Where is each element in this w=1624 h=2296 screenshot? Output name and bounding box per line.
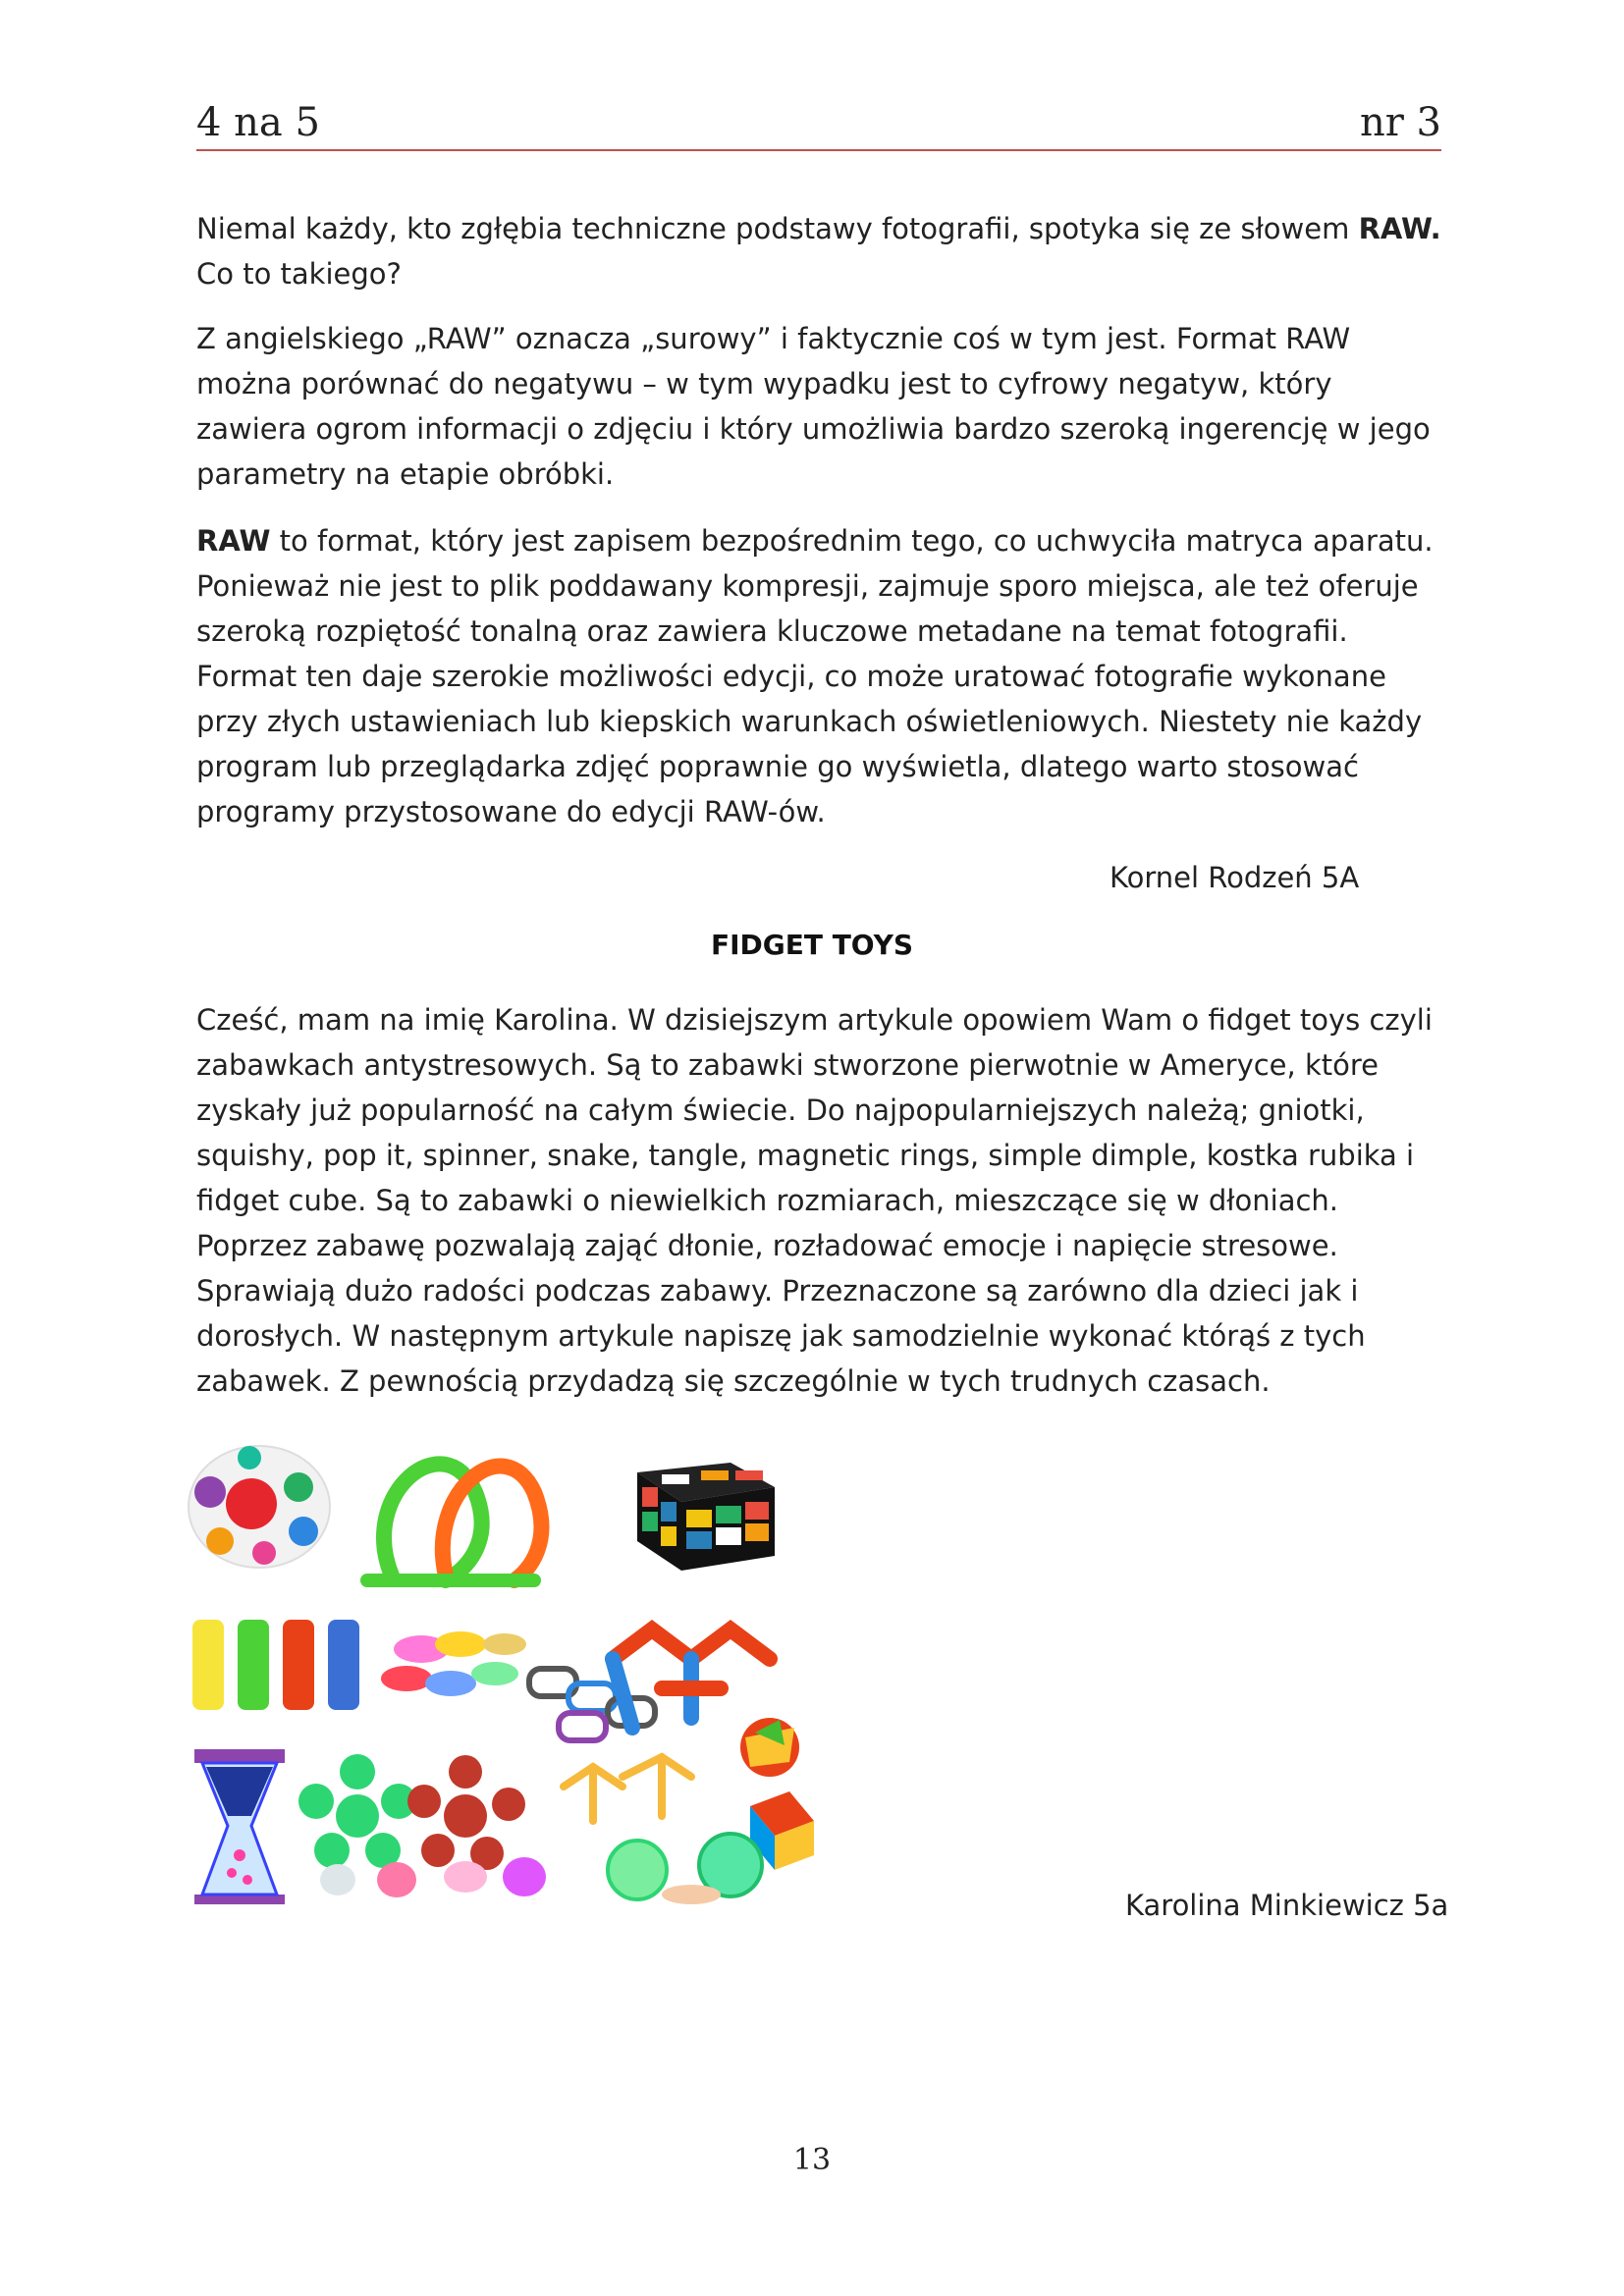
raw-intro-question: Co to takiego? — [196, 257, 402, 291]
raw-intro-text: Niemal każdy, kto zgłębia techniczne podstawy fotografii, spotyka się ze słowem — [196, 212, 1359, 245]
raw-format-paragraph — [196, 518, 1443, 834]
article2-title: FIDGET TOYS — [710, 929, 914, 961]
snake-puzzle-image — [613, 1629, 770, 1728]
header-issue-number: nr 3 — [1359, 100, 1441, 145]
puzzle-ball-image — [740, 1718, 799, 1777]
fidget-toys-collage — [181, 1433, 829, 1904]
article1-author: Kornel Rodzeń 5A — [1110, 861, 1360, 894]
running-header — [196, 98, 1441, 151]
red-spinner-image — [407, 1755, 525, 1870]
stretchy-figures-image — [564, 1757, 691, 1821]
raw-intro-paragraph — [196, 206, 1443, 296]
raw-definition-paragraph — [196, 316, 1443, 497]
raw-intro-bold: RAW. — [1358, 212, 1441, 245]
liquid-motion-timer-image — [194, 1749, 285, 1904]
raw-definition-text: Z angielskiego „RAW” oznacza „surowy” i faktycznie coś w tym jest. Format RAW można porównać do negatywu – w tym wypadku jest to cyfrowy negatyw, który zawiera ogrom informacji o zdjęciu i który umożliwia bardzo szeroką ingerencję w jego parametry na etapie obróbki. — [196, 322, 1431, 491]
rainbow-ball-image — [189, 1446, 330, 1568]
raw-format-bold: RAW — [196, 524, 271, 558]
green-spinner-image — [298, 1754, 416, 1868]
header-publication-title: 4 na 5 — [196, 100, 320, 145]
stretchy-noodles-image — [367, 1464, 541, 1580]
marble-mesh-tubes-image — [192, 1620, 359, 1710]
fidget-paragraph — [196, 997, 1443, 1404]
slime-dough-image — [381, 1631, 526, 1696]
article2-author: Karolina Minkiewicz 5a — [1125, 1889, 1449, 1922]
rubik-cube-image — [637, 1463, 775, 1571]
stress-balls-image — [608, 1834, 762, 1904]
raw-format-text: to format, który jest zapisem bezpośrednim tego, co uchwyciła matryca aparatu. Ponieważ nie jest to plik poddawany kompresji, zajmuje sporo miejsca, ale też oferuje szeroką rozpiętość tonalną oraz zawiera kluczowe metadane na temat fotografii. Format ten daje szerokie możliwości edycji, co może uratować fotografie wykonane przy złych ustawieniach lub kiepskich warunkach oświetleniowych. Niestety nie każdy program lub przeglądarka zdjęć poprawnie go wyświetla, dlatego warto stosować programy przystosowane do edycji RAW-ów. — [196, 524, 1434, 828]
page-number: 13 — [792, 2143, 832, 2177]
fidget-text: Cześć, mam na imię Karolina. W dzisiejszym artykule opowiem Wam o fidget toys czyli zabawkach antystresowych. Są to zabawki stworzone pierwotnie w Ameryce, które zyskały już popularność na całym świecie. Do najpopularniejszych należą; gniotki, squishy, pop it, spinner, snake, tangle, magnetic rings, simple dimple, kostka rubika i fidget cube. Są to zabawki o niewielkich rozmiarach, mieszczące się w dłoniach. Poprzez zabawę pozwalają zająć dłonie, rozładować emocje i napięcie stresowe. Sprawiają dużo radości podczas zabawy. Przeznaczone są zarówno dla dzieci jak i dorosłych. W następnym artykule napiszę jak samodzielnie wykonać którąś z tych zabawek. Z pewnością przydadzą się szczególnie w tych trudnych czasach. — [196, 1003, 1433, 1398]
